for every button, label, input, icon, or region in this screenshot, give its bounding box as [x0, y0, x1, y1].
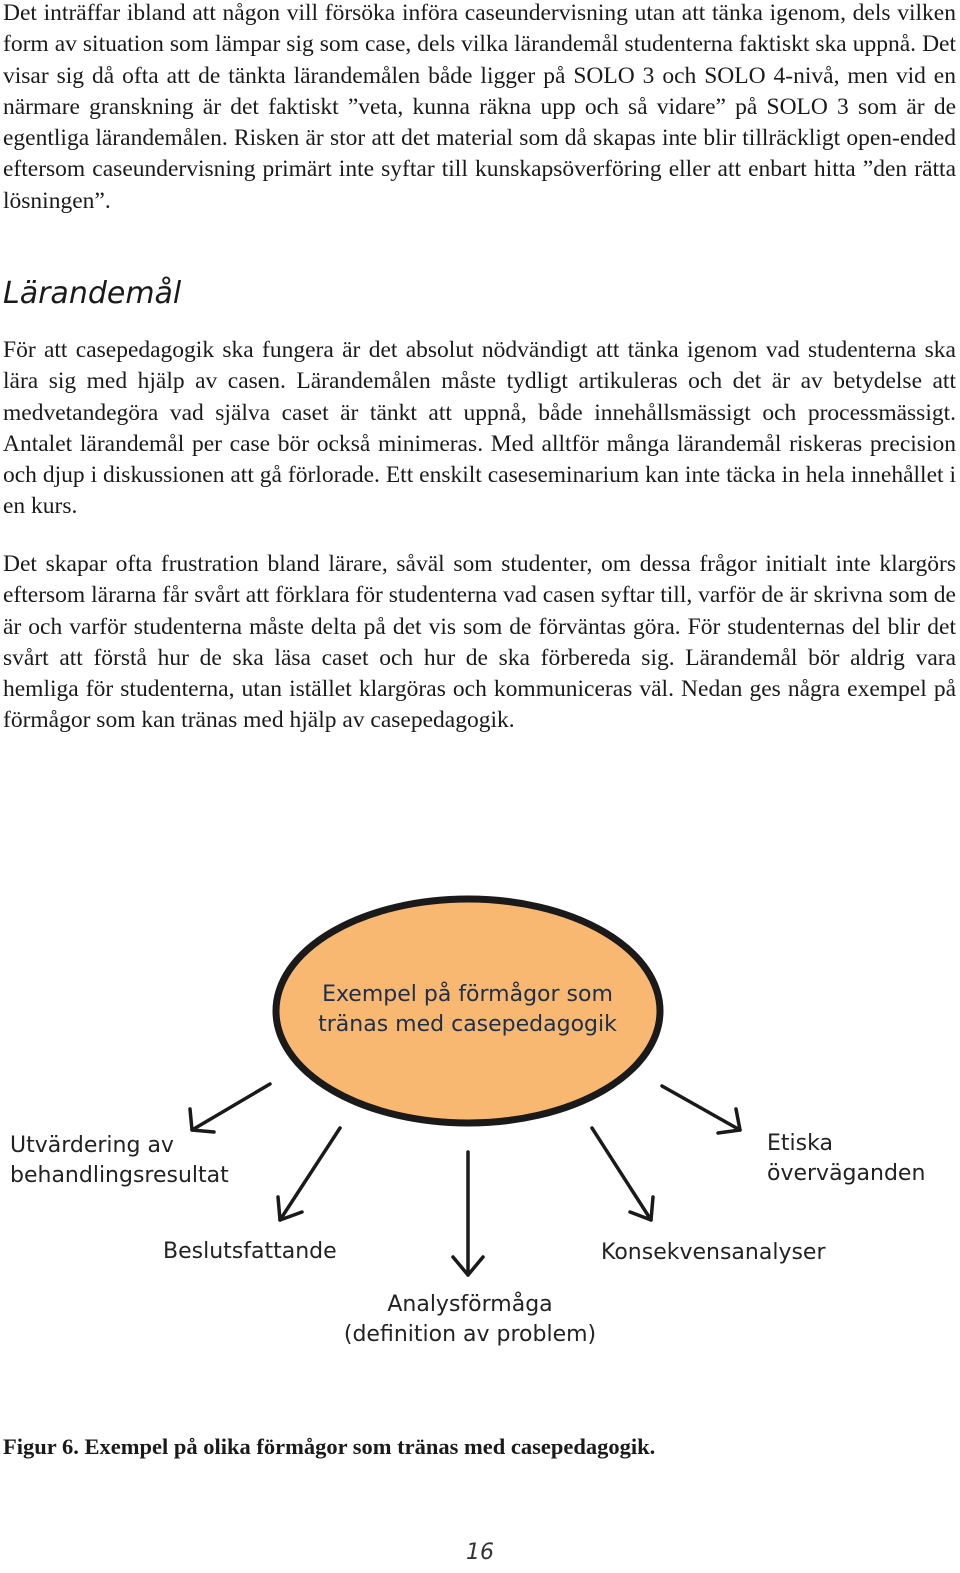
label-konsekvens: Konsekvensanalyser — [601, 1240, 826, 1265]
body-paragraph-2: Det skapar ofta frustration bland lärare, såväl som studenter, om dessa frågor initialt inte klargörs eftersom lärarna får svårt att förklara för studenterna vad casen syftar till, varför de är skrivna som de är och varför studenterna måste delta på det vis som de förväntas göra. För studenternas del blir det svårt att förstå hur de ska läsa caset och hur de ska förbereda sig. Lärandemål bör aldrig vara hemliga för studenterna, utan istället klargöras och kommuniceras väl. Nedan ges några exempel på förmågor som kan tränas med hjälp av casepedagogik. — [3, 551, 956, 734]
center-label-line-1: Exempel på förmågor som — [322, 982, 613, 1007]
section-heading: Lärandemål — [3, 276, 182, 311]
label-etiska — [767, 1129, 925, 1189]
label-analys-line-2: (definition av problem) — [343, 1322, 597, 1347]
label-beslut: Beslutsfattande — [163, 1239, 337, 1264]
body-paragraph-1: För att casepedagogik ska fungera är det absolut nödvändigt att tänka igenom vad studenterna ska lära sig med hjälp av casen. Lärandemålen måste tydligt artikuleras och det är av betydelse att medvetandegöra vad själva caset är tänkt att uppnå, både innehållsmässigt och processmässigt. Antalet lärandemål per case bör också minimeras. Med alltför många lärandemål riskeras precision och djup i diskussionen att gå förlorade. Ett enskilt caseseminarium kan inte täcka in hela innehållet i en kurs. — [3, 337, 956, 520]
center-label — [300, 980, 635, 1040]
arrow-to-analys — [453, 1152, 483, 1275]
arrow-to-utvardering — [190, 1084, 270, 1132]
label-etiska-line-1: Etiska — [767, 1131, 833, 1156]
label-utvardering-line-2: behandlingsresultat — [10, 1163, 229, 1188]
arrow-to-etiska — [662, 1086, 740, 1133]
figure-caption: Figur 6. Exempel på olika förmågor som tränas med casepedagogik. — [3, 1434, 656, 1459]
arrow-to-beslut — [278, 1128, 340, 1220]
label-utvardering-line-1: Utvärdering av — [10, 1133, 174, 1158]
label-analys — [320, 1290, 620, 1350]
intro-paragraph: Det inträffar ibland att någon vill försöka införa caseundervisning utan att tänka igenom, dels vilken form av situation som lämpar sig som case, dels vilka lärandemål studenterna faktiskt ska uppnå. Det visar sig då ofta att de tänkta lärandemålen både ligger på SOLO 3 och SOLO 4-nivå, men vid en närmare granskning är det faktiskt ”veta, kunna räkna upp och så vidare” på SOLO 3 som är de egentliga lärandemålen. Risken är stor att det material som då skapas inte blir tillräckligt open-ended eftersom caseundervisning primärt inte syftar till kunskapsöverföring eller att enbart hitta ”den rätta lösningen”. — [3, 0, 956, 214]
label-analys-line-1: Analysförmåga — [387, 1292, 553, 1317]
label-etiska-line-2: överväganden — [767, 1161, 926, 1186]
label-utvardering — [10, 1131, 229, 1191]
abilities-diagram — [0, 890, 960, 1370]
center-label-line-2: tränas med casepedagogik — [318, 1012, 617, 1037]
arrow-to-konsekvens — [592, 1128, 653, 1220]
page-number: 16 — [466, 1540, 494, 1565]
